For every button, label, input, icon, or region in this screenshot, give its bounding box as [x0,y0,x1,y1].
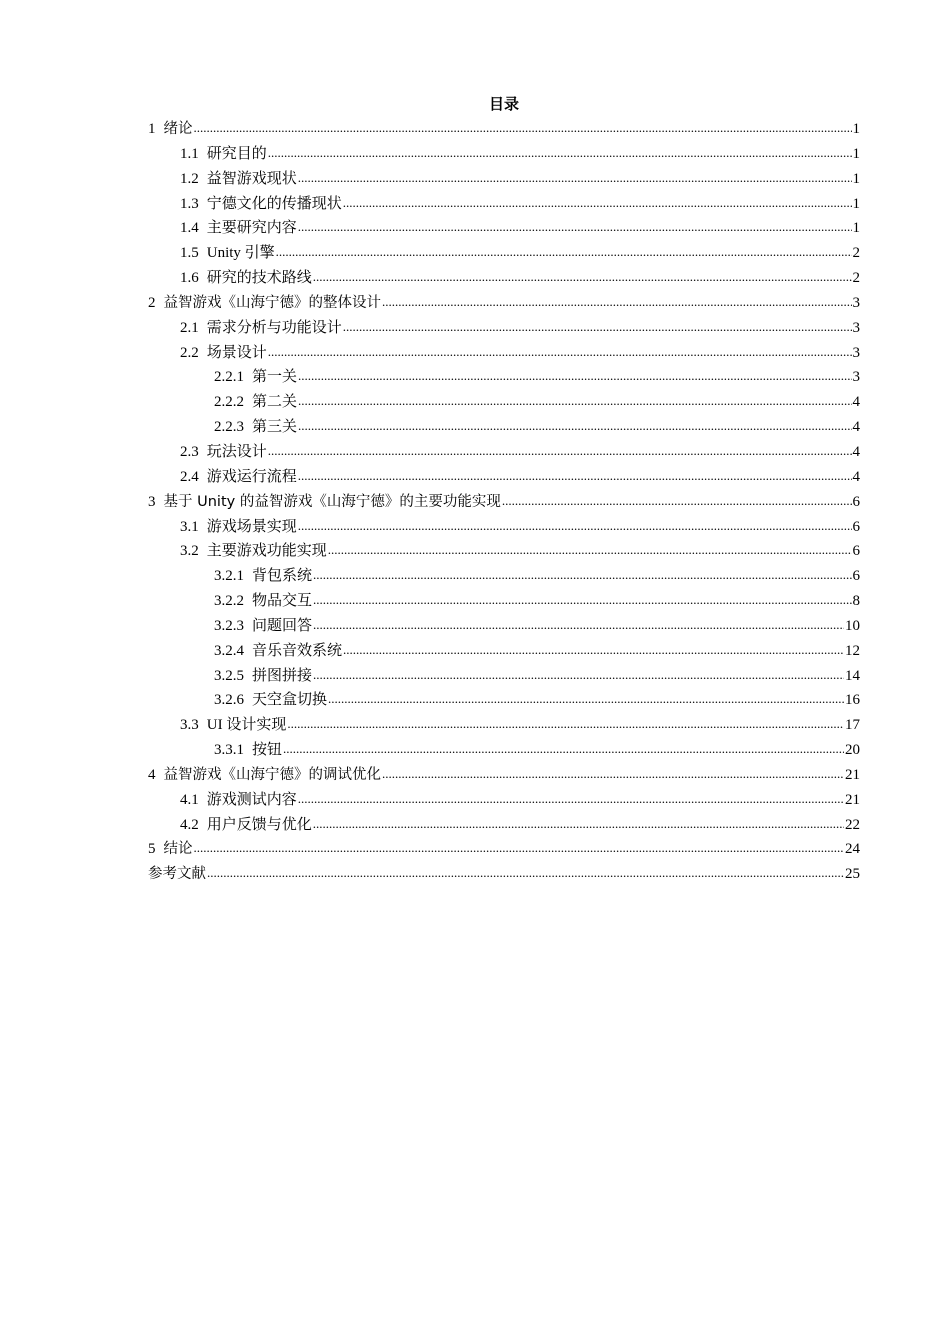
toc-dot-leader [343,638,844,663]
toc-dot-leader [268,439,852,464]
toc-entry-text: 结论 [163,841,193,858]
toc-entry-page-number: 16 [845,692,860,709]
toc-entry-page-number: 1 [852,220,860,237]
toc-dot-leader [207,861,844,886]
toc-entry-number: 3 [148,493,156,510]
toc-dot-leader [298,389,851,414]
toc-dot-leader [298,166,852,191]
toc-entry-number: 2.2.2 [214,394,244,411]
toc-entry-text: 音乐音效系统 [252,642,343,659]
toc-entry-text: Unity 引擎 [206,245,275,262]
toc-entry[interactable] [148,788,860,813]
toc-dot-leader [298,514,852,539]
toc-dot-leader [298,464,852,489]
toc-dot-leader [343,191,852,216]
toc-entry-page-number: 2 [852,245,860,262]
toc-entry-text: 参考文献 [148,866,206,883]
toc-entry-page-number: 2 [852,270,860,287]
toc-entry[interactable] [148,365,860,390]
toc-entry-number: 1.2 [180,170,199,187]
toc-entry-text: 游戏场景实现 [206,518,297,535]
toc-dot-leader [313,663,844,688]
toc-dot-leader [268,340,852,365]
toc-entry-text: 物品交互 [252,593,313,610]
toc-dot-leader [194,836,845,861]
toc-dot-leader [287,712,844,737]
toc-entry-list [148,117,860,887]
toc-title: 目录 [488,95,519,113]
toc-entry-number: 3.1 [180,518,199,535]
toc-entry[interactable] [148,117,860,142]
toc-entry-page-number: 24 [845,841,860,858]
toc-entry-number: 2.3 [180,443,199,460]
toc-entry-text: 主要研究内容 [206,220,297,237]
toc-entry[interactable] [148,763,860,788]
toc-entry-page-number: 21 [845,791,860,808]
toc-entry-number: 5 [148,841,156,858]
toc-entry[interactable] [148,564,860,589]
toc-entry-number: 3.2.1 [214,568,244,585]
toc-entry-text: 游戏运行流程 [206,468,297,485]
toc-entry[interactable] [148,440,860,465]
toc-entry-page-number: 3 [852,319,860,336]
toc-dot-leader [382,762,844,787]
toc-entry-page-number: 1 [852,121,860,137]
toc-entry-page-number: 25 [845,866,860,883]
toc-entry-page-number: 6 [852,518,860,535]
toc-entry[interactable] [148,291,860,316]
toc-entry-text: 第一关 [252,369,298,386]
toc-entry[interactable] [148,465,860,490]
toc-entry-text: 绪论 [163,121,193,137]
toc-entry[interactable] [148,539,860,564]
toc-dot-leader [313,265,852,290]
toc-entry-page-number: 6 [852,493,860,510]
toc-entry-page-number: 6 [852,543,860,560]
toc-entry-text: 益智游戏《山海宁德》的调试优化 [163,766,381,783]
toc-dot-leader [268,141,852,166]
toc-entry-number: 1 [148,121,156,137]
toc-entry-number: 3.3 [180,717,199,734]
toc-entry-number: 1.1 [180,145,199,162]
toc-entry-number: 3.2.2 [214,593,244,610]
toc-entry-number: 2.2.3 [214,419,244,436]
toc-entry-text: 基于 Unity 的益智游戏《山海宁德》的主要功能实现 [163,493,501,510]
toc-dot-leader [313,563,851,588]
toc-entry-number: 3.2.5 [214,667,244,684]
toc-entry-number: 2.1 [180,319,199,336]
toc-dot-leader [313,613,844,638]
toc-entry-text: UI 设计实现 [206,717,287,734]
toc-entry[interactable] [148,862,860,887]
toc-entry-text: 第三关 [252,419,298,436]
toc-entry-page-number: 14 [845,667,860,684]
toc-entry[interactable] [148,216,860,241]
toc-dot-leader [382,290,852,315]
toc-entry[interactable] [148,266,860,291]
toc-entry[interactable] [148,341,860,366]
toc-entry-page-number: 6 [852,568,860,585]
toc-entry-text: 第二关 [252,394,298,411]
toc-entry[interactable] [148,415,860,440]
toc-dot-leader [502,489,852,514]
toc-entry[interactable] [148,515,860,540]
toc-entry-text: 天空盒切换 [252,692,328,709]
toc-entry-text: 游戏测试内容 [206,791,297,808]
toc-entry-number: 3.2.4 [214,642,244,659]
toc-entry[interactable] [148,738,860,763]
toc-entry[interactable] [148,713,860,738]
toc-entry[interactable] [148,688,860,713]
toc-entry[interactable] [148,614,860,639]
toc-entry-page-number: 1 [852,170,860,187]
toc-entry-number: 4.1 [180,791,199,808]
toc-entry[interactable] [148,316,860,341]
toc-entry-text: 问题回答 [252,617,313,634]
toc-entry-text: 按钮 [252,742,283,759]
toc-entry-number: 3.2.6 [214,692,244,709]
toc-entry-page-number: 17 [845,717,860,734]
toc-entry[interactable] [148,639,860,664]
toc-entry-text: 拼图拼接 [252,667,313,684]
toc-entry-text: 背包系统 [252,568,313,585]
toc-entry-text: 需求分析与功能设计 [206,319,342,336]
toc-entry-page-number: 10 [845,617,860,634]
toc-dot-leader [298,414,851,439]
toc-entry[interactable] [148,142,860,167]
toc-entry-page-number: 1 [852,195,860,212]
toc-entry-number: 2.2.1 [214,369,244,386]
toc-entry-page-number: 21 [845,766,860,783]
toc-entry-page-number: 3 [852,294,860,311]
toc-dot-leader [313,588,851,613]
toc-entry-page-number: 4 [852,394,860,411]
toc-entry[interactable] [148,813,860,838]
toc-entry-text: 研究目的 [206,145,267,162]
toc-entry-text: 用户反馈与优化 [206,816,312,833]
toc-entry-page-number: 3 [852,369,860,386]
toc-entry-page-number: 8 [852,593,860,610]
toc-entry[interactable] [148,837,860,862]
toc-dot-leader [194,116,852,141]
toc-entry-text: 益智游戏《山海宁德》的整体设计 [163,294,381,311]
toc-entry-number: 1.6 [180,270,199,287]
toc-entry-number: 4.2 [180,816,199,833]
toc-dot-leader [328,538,852,563]
toc-entry[interactable] [148,241,860,266]
toc-entry[interactable] [148,390,860,415]
toc-entry-page-number: 22 [845,816,860,833]
toc-entry[interactable] [148,664,860,689]
toc-entry-text: 主要游戏功能实现 [206,543,327,560]
toc-entry-page-number: 3 [852,344,860,361]
toc-dot-leader [298,364,851,389]
toc-dot-leader [328,687,844,712]
toc-entry-text: 玩法设计 [206,443,267,460]
toc-entry-number: 2.2 [180,344,199,361]
toc-entry-text: 宁德文化的传播现状 [206,195,342,212]
toc-entry-page-number: 12 [845,642,860,659]
toc-entry-number: 1.5 [180,245,199,262]
toc-entry-page-number: 4 [852,443,860,460]
toc-entry-number: 3.2 [180,543,199,560]
toc-dot-leader [283,737,844,762]
toc-entry-number: 4 [148,766,156,783]
toc-entry-text: 研究的技术路线 [206,270,312,287]
toc-entry-text: 益智游戏现状 [206,170,297,187]
toc-entry-text: 场景设计 [206,344,267,361]
toc-dot-leader [276,240,852,265]
toc-entry-page-number: 1 [852,145,860,162]
toc-dot-leader [313,812,844,837]
toc-entry[interactable] [148,490,860,515]
toc-dot-leader [343,315,852,340]
toc-entry-number: 2.4 [180,468,199,485]
toc-entry[interactable] [148,167,860,192]
toc-entry[interactable] [148,192,860,217]
toc-entry-number: 1.3 [180,195,199,212]
toc-entry-page-number: 4 [852,419,860,436]
toc-entry-page-number: 4 [852,468,860,485]
toc-entry-page-number: 20 [845,742,860,759]
toc-entry-number: 3.2.3 [214,617,244,634]
toc-dot-leader [298,215,852,240]
toc-entry-number: 3.3.1 [214,742,244,759]
toc-entry-number: 2 [148,294,156,311]
toc-dot-leader [298,787,844,812]
table-of-contents [148,92,860,887]
toc-entry[interactable] [148,589,860,614]
toc-entry-number: 1.4 [180,220,199,237]
